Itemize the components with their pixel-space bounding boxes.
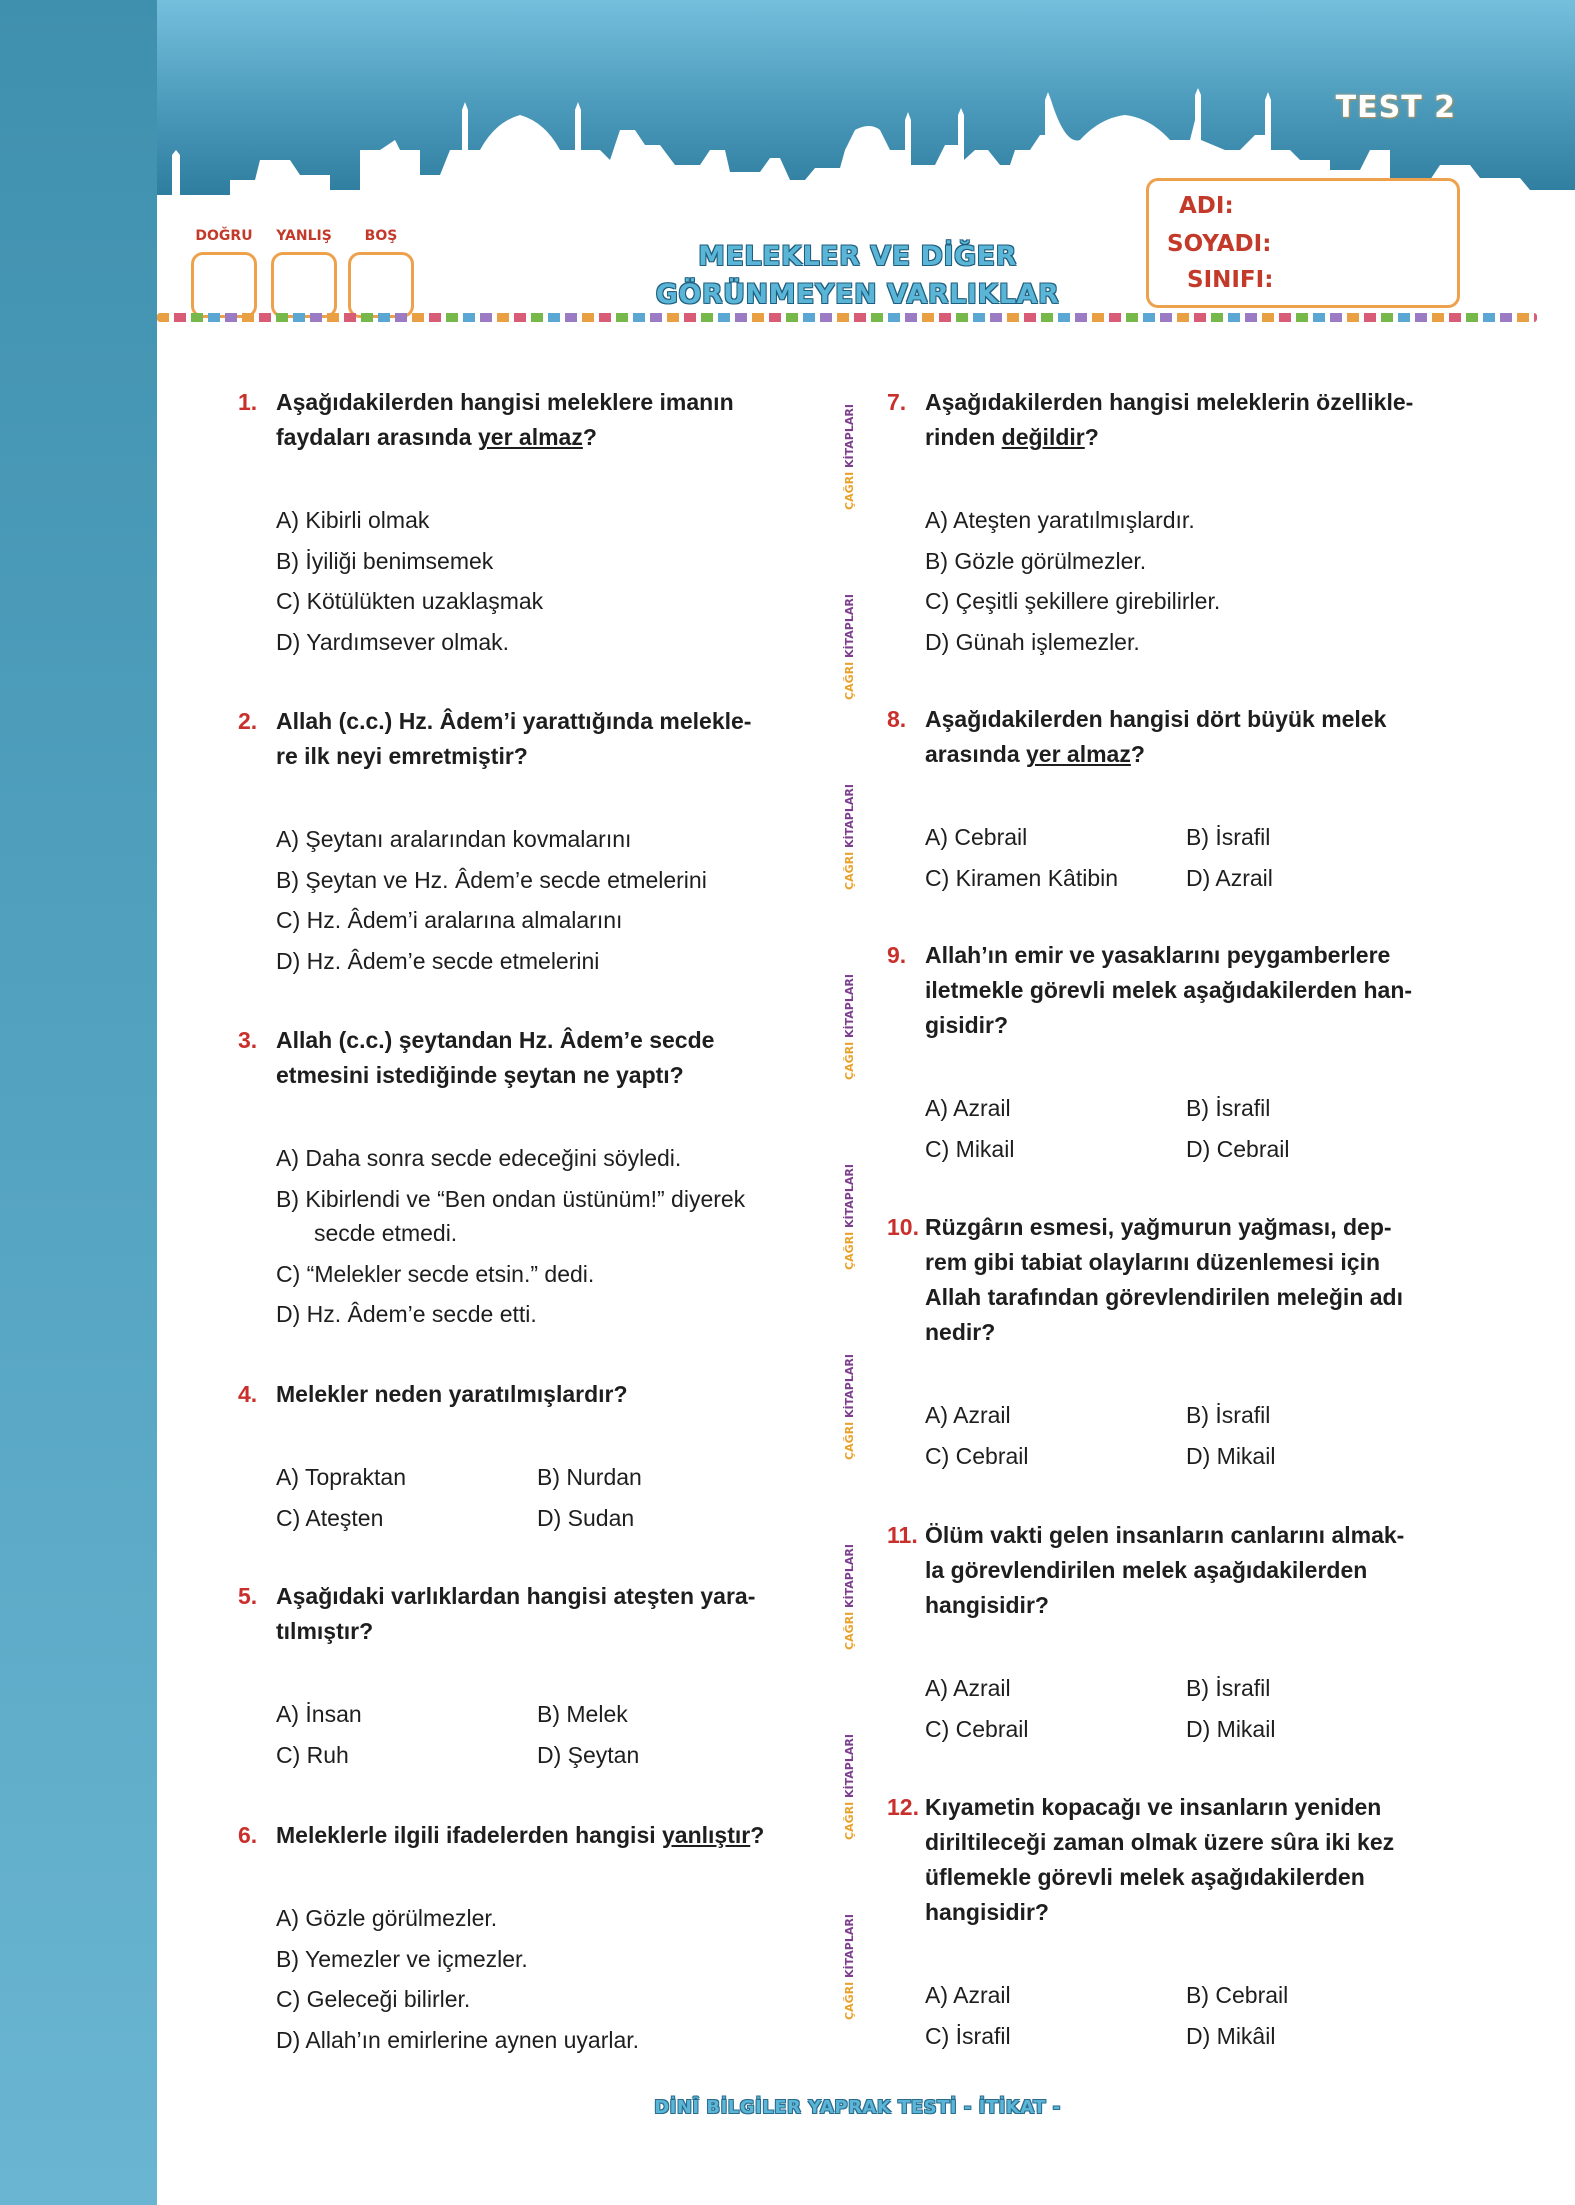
- question-2: [238, 704, 828, 981]
- question-number: 1.: [238, 389, 258, 415]
- option[interactable]: C) “Melekler secde etsin.” dedi.: [276, 1260, 595, 1287]
- brand-watermark: ÇAĞRI KİTAPLARI: [843, 1914, 856, 2020]
- question-stem: hangisidir?: [925, 1592, 1049, 1618]
- score-wrong: [270, 228, 338, 318]
- question-9: [887, 938, 1477, 1169]
- option[interactable]: D) Yardımsever olmak.: [276, 628, 510, 655]
- question-stem: Melekler neden yaratılmışlardır?: [276, 1381, 628, 1407]
- option[interactable]: C) Mikail: [925, 1135, 1015, 1162]
- option[interactable]: D) Allah’ın emirlerine aynen uyarlar.: [276, 2026, 640, 2053]
- question-number: 4.: [238, 1381, 258, 1407]
- option[interactable]: A) Azrail: [925, 1982, 1011, 2008]
- question-stem: Allah (c.c.) Hz. Âdem’i yarattığında melekle-: [276, 708, 752, 734]
- question-number: 9.: [887, 942, 907, 968]
- question-1: [238, 385, 828, 662]
- question-number: 7.: [887, 389, 907, 415]
- option[interactable]: C) Çeşitli şekillere girebilirler.: [925, 588, 1221, 614]
- brand-watermark: ÇAĞRI KİTAPLARI: [843, 1354, 856, 1460]
- question-11: [887, 1518, 1477, 1749]
- option[interactable]: C) İsrafil: [925, 2022, 1011, 2049]
- question-stem: la görevlendirilen melek aşağıdakilerden: [925, 1557, 1368, 1583]
- page-title: [600, 238, 1115, 314]
- question-number: 11.: [887, 1522, 918, 1548]
- question-stem: faydaları arasında: [276, 424, 478, 450]
- question-5: [238, 1579, 828, 1775]
- question-stem: iletmekle görevli melek aşağıdakilerden han-: [925, 977, 1413, 1003]
- option[interactable]: B) Gözle görülmezler.: [925, 547, 1147, 574]
- question-stem: ?: [750, 1822, 765, 1848]
- page-footer: DİNÎ BİLGİLER YAPRAK TESTİ - İTİKAT -: [654, 2097, 1061, 2118]
- page-title-line2: GÖRÜNMEYEN VARLIKLAR: [655, 279, 1060, 310]
- score-blank-label: BOŞ: [364, 228, 398, 244]
- question-number: 8.: [887, 706, 907, 732]
- question-stem: hangisidir?: [925, 1899, 1049, 1925]
- question-stem: rem gibi tabiat olaylarını düzenlemesi için: [925, 1249, 1381, 1275]
- option[interactable]: B) İsrafil: [1186, 1402, 1271, 1428]
- question-stem: üflemekle görevli melek aşağıdakilerden: [925, 1864, 1365, 1890]
- question-stem-underlined: yer almaz: [1026, 741, 1131, 767]
- option[interactable]: B) İsrafil: [1186, 824, 1271, 850]
- option[interactable]: C) Ruh: [276, 1741, 349, 1768]
- question-6: [238, 1818, 838, 2060]
- option[interactable]: B) Yemezler ve içmezler.: [276, 1945, 528, 1972]
- option[interactable]: A) Azrail: [925, 1675, 1011, 1701]
- brand-watermark: ÇAĞRI KİTAPLARI: [843, 1544, 856, 1650]
- option[interactable]: C) Kötülükten uzaklaşmak: [276, 588, 544, 614]
- question-stem: Rüzgârın esmesi, yağmurun yağması, dep-: [925, 1214, 1392, 1240]
- question-stem: Allah (c.c.) şeytandan Hz. Âdem’e secde: [276, 1027, 715, 1053]
- question-stem: diriltileceği zaman olmak üzere sûra iki kez: [925, 1829, 1395, 1855]
- option[interactable]: A) Azrail: [925, 1402, 1011, 1428]
- question-number: 2.: [238, 708, 258, 734]
- option[interactable]: D) Sudan: [537, 1504, 635, 1531]
- question-stem: Meleklerle ilgili ifadelerden hangisi: [276, 1822, 663, 1848]
- option[interactable]: A) Azrail: [925, 1095, 1011, 1121]
- question-stem-underlined: değildir: [1001, 424, 1085, 450]
- question-3: [238, 1023, 838, 1335]
- option[interactable]: D) Mikail: [1186, 1442, 1276, 1469]
- divider: [157, 313, 1537, 322]
- option[interactable]: C) Cebrail: [925, 1715, 1029, 1742]
- question-stem: arasında: [925, 741, 1026, 767]
- brand-watermark: ÇAĞRI KİTAPLARI: [843, 1734, 856, 1840]
- option[interactable]: D) Mikâil: [1186, 2022, 1276, 2049]
- question-stem: Kıyametin kopacağı ve insanların yeniden: [925, 1794, 1382, 1820]
- question-stem: ?: [1130, 741, 1145, 767]
- question-stem: gisidir?: [925, 1012, 1009, 1038]
- question-stem: ?: [1084, 424, 1099, 450]
- option[interactable]: A) Ateşten yaratılmışlardır.: [925, 507, 1195, 533]
- option[interactable]: B) Kibirlendi ve “Ben ondan üstünüm!” diyerek: [276, 1185, 746, 1212]
- option[interactable]: B) Melek: [537, 1701, 628, 1727]
- option[interactable]: A) İnsan: [276, 1701, 362, 1727]
- brand-watermark: ÇAĞRI KİTAPLARI: [843, 404, 856, 510]
- question-12: [887, 1790, 1477, 2056]
- question-stem: Aşağıdakilerden hangisi dört büyük melek: [925, 706, 1387, 732]
- option[interactable]: B) İsrafil: [1186, 1095, 1271, 1121]
- question-stem: etmesini istediğinde şeytan ne yaptı?: [276, 1062, 684, 1088]
- class-label: SINIFI:: [1187, 267, 1274, 293]
- option[interactable]: B) Cebrail: [1186, 1982, 1289, 2008]
- question-stem: Aşağıdakilerden hangisi meleklerin özellikle-: [925, 389, 1414, 415]
- question-stem: Aşağıdaki varlıklardan hangisi ateşten yara-: [276, 1583, 756, 1609]
- option[interactable]: D) Şeytan: [537, 1741, 640, 1768]
- option[interactable]: D) Hz. Âdem’e secde etti.: [276, 1301, 537, 1327]
- question-stem: nedir?: [925, 1319, 996, 1345]
- question-number: 3.: [238, 1027, 258, 1053]
- option[interactable]: D) Azrail: [1186, 864, 1273, 891]
- option[interactable]: A) Şeytanı aralarından kovmalarını: [276, 826, 632, 852]
- question-7: [887, 385, 1477, 662]
- brand-watermark: ÇAĞRI KİTAPLARI: [843, 1164, 856, 1270]
- score-blank: [347, 228, 415, 318]
- brand-watermark: ÇAĞRI KİTAPLARI: [843, 974, 856, 1080]
- option[interactable]: C) Ateşten: [276, 1504, 384, 1531]
- option[interactable]: C) Geleceği bilirler.: [276, 1986, 471, 2012]
- page-title-line1: MELEKLER VE DİĞER: [698, 241, 1017, 272]
- score-correct: [190, 228, 258, 318]
- option[interactable]: A) Daha sonra secde edeceğini söyledi.: [276, 1145, 682, 1171]
- option[interactable]: B) İyiliği benimsemek: [276, 547, 494, 574]
- question-stem: re ilk neyi emretmiştir?: [276, 743, 528, 769]
- option[interactable]: A) Cebrail: [925, 824, 1028, 850]
- question-number: 10.: [887, 1214, 919, 1240]
- score-blank-box[interactable]: [348, 252, 414, 318]
- score-wrong-box[interactable]: [271, 252, 337, 318]
- question-number: 6.: [238, 1822, 258, 1848]
- option[interactable]: D) Günah işlemezler.: [925, 628, 1140, 655]
- score-correct-box[interactable]: [191, 252, 257, 318]
- question-stem: rinden: [925, 424, 1002, 450]
- option[interactable]: C) Hz. Âdem’i aralarına almalarını: [276, 907, 623, 933]
- question-10: [887, 1210, 1477, 1476]
- question-4: [238, 1377, 828, 1538]
- brand-watermark: ÇAĞRI KİTAPLARI: [843, 594, 856, 700]
- question-stem: Allah tarafından görevlendirilen meleğin adı: [925, 1284, 1403, 1310]
- question-stem: tılmıştır?: [276, 1618, 374, 1644]
- option[interactable]: B) Nurdan: [537, 1464, 642, 1490]
- question-stem-underlined: yer almaz: [478, 424, 583, 450]
- question-number: 5.: [238, 1583, 258, 1609]
- option[interactable]: D) Mikail: [1186, 1715, 1276, 1742]
- option[interactable]: A) Kibirli olmak: [276, 507, 430, 533]
- option[interactable]: B) İsrafil: [1186, 1675, 1271, 1701]
- student-info-box[interactable]: [1146, 178, 1460, 308]
- test-label: TEST 2: [1335, 90, 1456, 125]
- surname-label: SOYADI:: [1167, 231, 1272, 257]
- score-wrong-label: YANLIŞ: [276, 228, 332, 244]
- left-margin-band: [0, 0, 157, 2205]
- option[interactable]: B) Şeytan ve Hz. Âdem’e secde etmelerini: [276, 866, 707, 893]
- question-stem-underlined: yanlıştır: [662, 1822, 751, 1848]
- option[interactable]: C) Cebrail: [925, 1442, 1029, 1469]
- brand-watermark: ÇAĞRI KİTAPLARI: [843, 784, 856, 890]
- question-stem: Allah’ın emir ve yasaklarını peygamberlere: [925, 942, 1391, 968]
- score-correct-label: DOĞRU: [195, 228, 253, 244]
- option[interactable]: A) Topraktan: [276, 1464, 406, 1490]
- question-stem: Aşağıdakilerden hangisi meleklere imanın: [276, 389, 734, 415]
- question-number: 12.: [887, 1794, 919, 1820]
- option[interactable]: D) Cebrail: [1186, 1135, 1290, 1162]
- question-8: [887, 702, 1477, 898]
- question-stem: ?: [582, 424, 597, 450]
- option[interactable]: D) Hz. Âdem’e secde etmelerini: [276, 947, 600, 974]
- option-continuation[interactable]: secde etmedi.: [314, 1220, 458, 1246]
- name-label: ADI:: [1179, 193, 1234, 219]
- option[interactable]: A) Gözle görülmezler.: [276, 1905, 498, 1931]
- question-stem: Ölüm vakti gelen insanların canlarını almak-: [925, 1522, 1405, 1548]
- option[interactable]: C) Kiramen Kâtibin: [925, 864, 1119, 891]
